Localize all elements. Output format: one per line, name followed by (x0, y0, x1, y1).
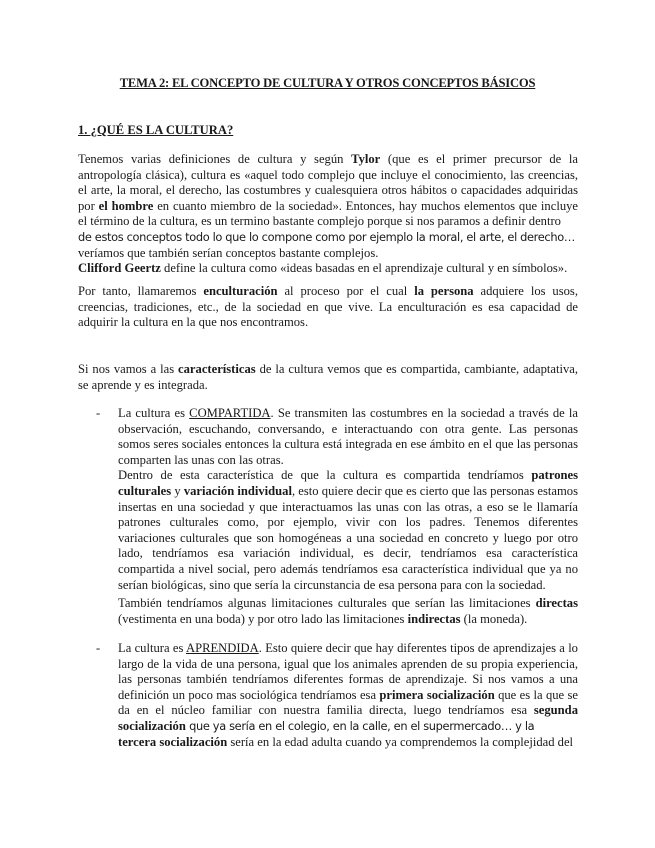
term-caracteristicas: características (178, 362, 256, 376)
term-enculturacion: enculturación (203, 284, 278, 298)
term-patrones-culturales: patrones culturales (118, 468, 578, 498)
term-el-hombre: el hombre (98, 198, 154, 213)
term-variacion-individual: variación individual (183, 483, 292, 498)
paragraph-caracteristicas: Si nos vamos a las características de la cultura vemos que es compartida, cambiante, adaptativa, se aprende y es integrada. (78, 362, 578, 392)
term-segunda-socializacion: segunda socialización (118, 703, 578, 733)
bullet-dash: - (96, 406, 101, 420)
list-item-limitaciones: También tendríamos algunas limitaciones culturales que serían las limitaciones directas (vestimenta en una boda) y por otro lado las limitaciones indirectas (la moneda). (118, 596, 578, 626)
term-aprendida: APRENDIDA (185, 641, 259, 655)
term-indirectas: indirectas (407, 611, 461, 626)
list-item-compartida: La cultura es COMPARTIDA. Se transmiten las costumbres en la sociedad a través de la observación, escuchando, conversando, e interactuando con otra gente. Las personas somos seres sociales entonces la cultura está integrada en ese ámbito en el que las personas comparten las unas con las otras. Dentro de esta característica de que la cultura es compartida tendríamos patrones culturales y variación individual, esto quiere decir que es cierto que las personas estamos insertas en una sociedad y que interactuamos las unas con las otras, a eso se le llamaría patrones culturales como, por ejemplo, vivir con los padres. Tenemos diferentes variaciones culturales que son homogéneas a una sociedad en concreto y luego por otro lado, tendríamos esa variación individual, es decir, tendríamos esa característica compartida a nivel social, pero además tendríamos esa característica individual que ya no serían biológicas, sino que sería la circunstancia de esa persona para con la sociedad. (118, 406, 579, 592)
term-tercera-socializacion: tercera socialización (118, 734, 228, 749)
sans-line: de estos conceptos todo lo que lo compone como por ejemplo la moral, el arte, el derecho… (78, 229, 575, 244)
term-la-persona: la persona (414, 284, 474, 298)
term-tylor: Tylor (351, 152, 381, 166)
term-directas: directas (535, 596, 578, 610)
term-clifford-geertz: Clifford Geertz (78, 261, 161, 276)
list-item-aprendida: La cultura es APRENDIDA. Esto quiere decir que hay diferentes tipos de aprendizajes a lo largo de la vida de una persona, igual que los animales aprenden de su propia experiencia, las personas también tendríamos diferentes formas de aprendizaje. Si nos vamos a una definición un poco mas sociológica tendríamos esa primera socialización que es la que se da en el núcleo familiar con nuestra familia directa, luego tendríamos esa segunda socialización que ya sería en el colegio, en la calle, en el supermercado… y la tercera socialización sería en la edad adulta cuando ya comprendemos la complejidad del (118, 641, 578, 749)
sans-fragment: que ya sería en el colegio, en la calle, en el supermercado… y la (185, 718, 535, 733)
document-title: TEMA 2: EL CONCEPTO DE CULTURA Y OTROS CONCEPTOS BÁSICOS (119, 76, 536, 90)
term-compartida: COMPARTIDA (189, 406, 271, 420)
bullet-dash: - (96, 641, 101, 655)
paragraph-definition: Tenemos varias definiciones de cultura y según Tylor (que es el primer precursor de la antropología clásica), cultura es «aquel todo complejo que incluye el conocimiento, las creencias, el arte, la moral, el derecho, las costumbres y cualesquiera otros hábitos o capacidades adquiridas por el hombre en cuanto miembro de la sociedad». Entonces, hay muchos elementos que incluye el término de la cultura, es un termino bastante complejo porque si nos paramos a definir dentro de estos conceptos todo lo que lo compone como por ejemplo la moral, el arte, el derecho… veríamos que también serían conceptos bastante complejos. Clifford Geertz define la cultura como «ideas basadas en el aprendizaje cultural y en símbolos». (78, 152, 579, 276)
paragraph-enculturacion: Por tanto, llamaremos enculturación al proceso por el cual la persona adquiere los usos, creencias, tradiciones, etc., de la sociedad en que vive. La enculturación es esa capacidad de adquirir la cultura en la que nos encontramos. (78, 284, 578, 330)
section-heading: 1. ¿QUÉ ES LA CULTURA? (78, 123, 234, 137)
term-primera-socializacion: primera socialización (379, 687, 495, 702)
